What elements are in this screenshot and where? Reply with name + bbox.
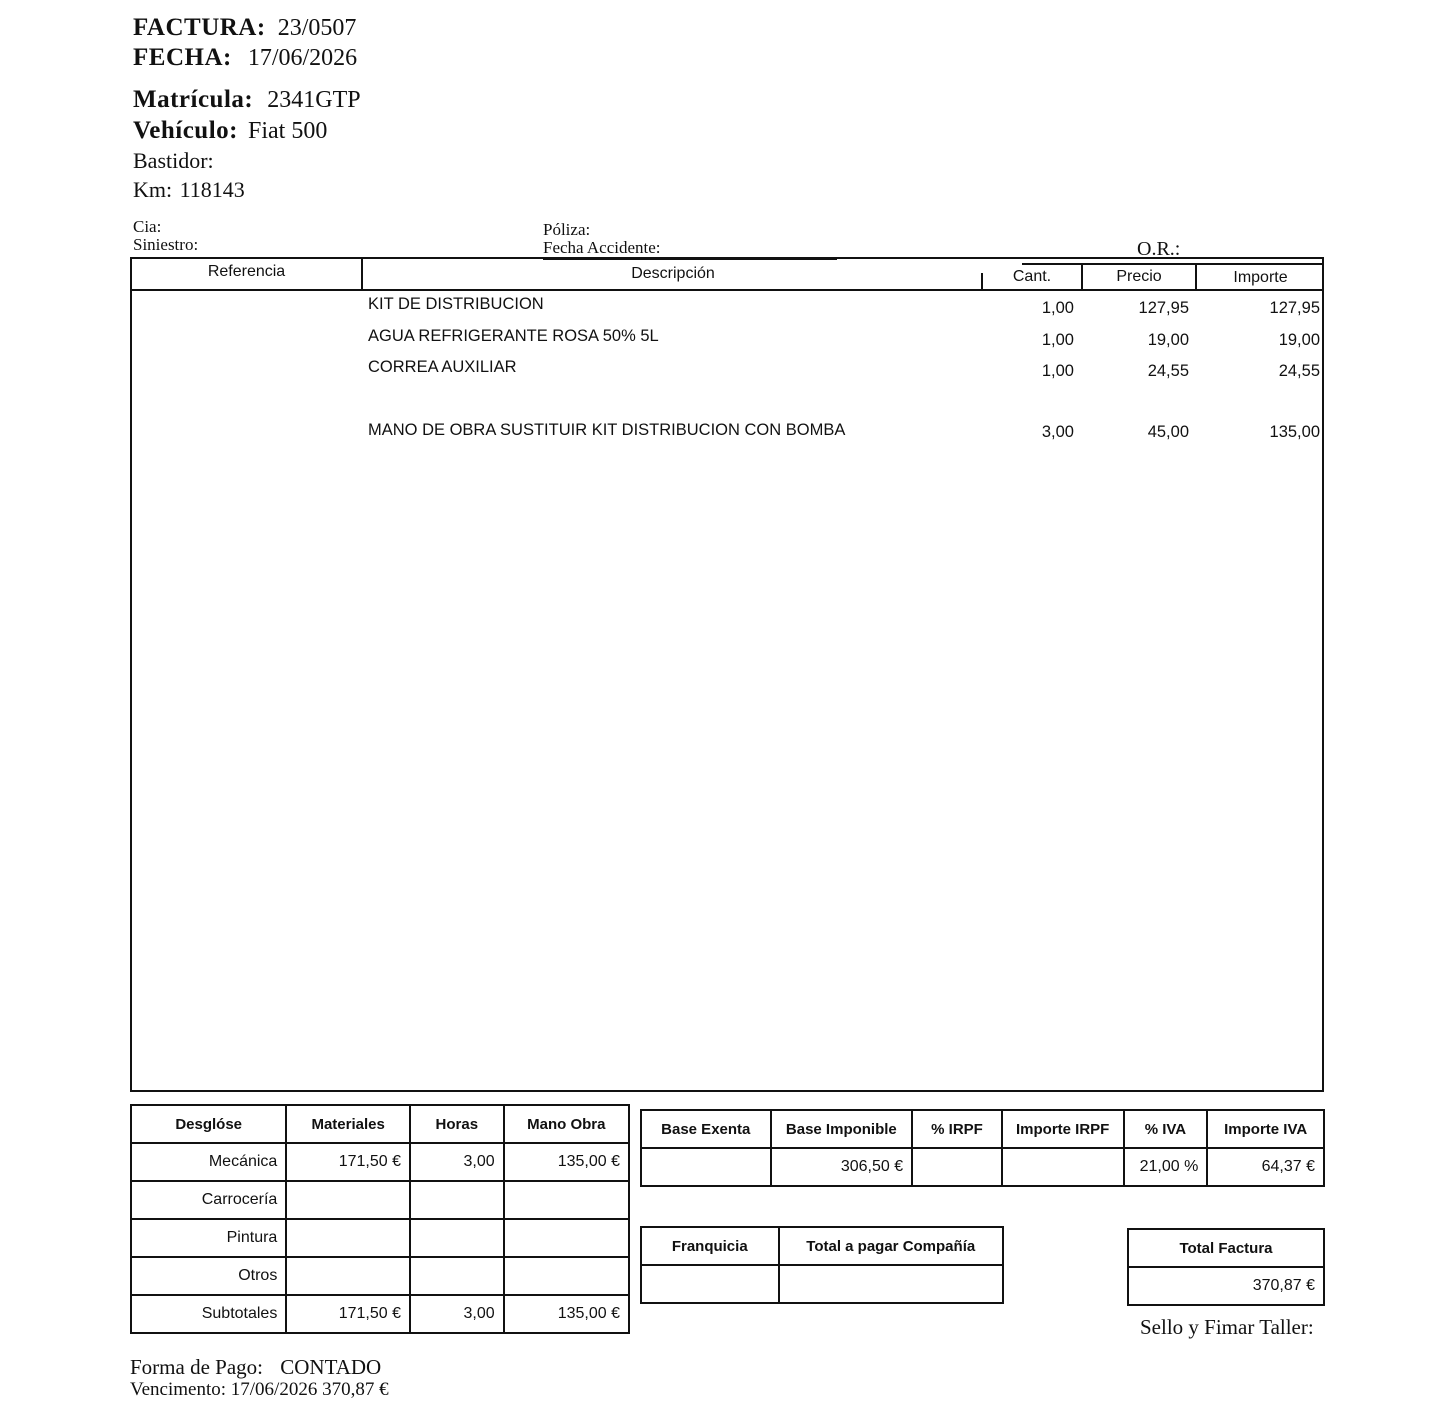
col-header-referencia: Referencia [207,263,286,280]
breakdown-header-desglose: Desglóse [131,1105,286,1143]
item-quantity: 1,00 [1041,331,1074,349]
tax-irpf-amount [1002,1148,1124,1186]
invoice-number-line [133,14,356,42]
breakdown-materiales [286,1219,410,1257]
plate-label: Matrícula: [133,86,254,113]
col-header-cant: Cant. [1012,268,1052,285]
invoice-number-label: FACTURA: [133,14,266,41]
payment-method-label: Forma de Pago: [130,1355,263,1379]
item-amount: 19,00 [1278,331,1320,349]
breakdown-materiales [286,1257,410,1295]
header-top-line-right [1022,263,1324,265]
chassis-label: Bastidor: [133,148,214,173]
vehicle-line [133,117,327,145]
table-row [641,1265,1003,1303]
breakdown-mano-obra: 135,00 € [504,1295,629,1333]
breakdown-mano-obra [504,1181,629,1219]
total-label: Total Factura [1128,1229,1324,1267]
breakdown-header-mano-obra: Mano Obra [504,1105,629,1143]
item-description: KIT DE DISTRIBUCION [368,295,544,313]
breakdown-table [130,1104,630,1334]
tax-header-irpf-amount: Importe IRPF [1002,1110,1124,1148]
breakdown-materiales: 171,50 € [286,1143,410,1181]
km-line [133,177,245,203]
table-row [131,1181,629,1219]
due-date-line: Vencimento: 17/06/2026 370,87 € [130,1379,389,1400]
insurance-total-company [779,1265,1004,1303]
company-label: Cia: [133,217,162,236]
item-quantity: 1,00 [1041,362,1074,380]
claim-label: Siniestro: [133,235,199,254]
item-description: AGUA REFRIGERANTE ROSA 50% 5L [368,327,659,345]
breakdown-horas [410,1257,504,1295]
vehicle-label: Vehículo: [133,117,238,144]
tax-table [640,1109,1325,1187]
col-header-descripcion: Descripción [631,265,715,282]
items-table [130,257,1324,1092]
col-header-precio: Precio [1116,268,1162,285]
breakdown-mano-obra [504,1257,629,1295]
invoice-date-label: FECHA: [133,44,232,71]
breakdown-horas: 3,00 [410,1295,504,1333]
item-price: 19,00 [1147,331,1189,349]
invoice-date-value: 17/06/2026 [247,45,358,71]
signature-label: Sello y Fimar Taller: [1140,1315,1314,1339]
tax-header-iva-rate: % IVA [1124,1110,1208,1148]
breakdown-row-label: Otros [131,1257,286,1295]
payment-method-value: CONTADO [280,1355,382,1379]
km-value: 118143 [179,177,245,202]
table-row [131,1219,629,1257]
tax-iva-rate: 21,00 % [1124,1148,1208,1186]
tax-irpf-rate [912,1148,1002,1186]
table-row [131,1295,629,1333]
breakdown-materiales [286,1181,410,1219]
accident-date-label: Fecha Accidente: [543,238,661,257]
table-row [641,1148,1324,1186]
insurance-franquicia [641,1265,779,1303]
tax-iva-amount: 64,37 € [1207,1148,1324,1186]
breakdown-row-label: Mecánica [131,1143,286,1181]
item-price: 127,95 [1138,299,1189,317]
plate-line [133,86,361,114]
item-price: 24,55 [1147,362,1189,380]
invoice-number-value: 23/0507 [277,15,357,41]
total-value: 370,87 € [1128,1267,1324,1305]
breakdown-horas [410,1181,504,1219]
insurance-header-total-company: Total a pagar Compañía [779,1227,1004,1265]
tax-base-imponible: 306,50 € [771,1148,913,1186]
policy-label: Póliza: [543,220,591,239]
item-quantity: 1,00 [1041,299,1074,317]
tax-header-irpf-rate: % IRPF [912,1110,1002,1148]
plate-value: 2341GTP [267,87,361,113]
breakdown-horas [410,1219,504,1257]
header-bottom-line [132,289,1322,291]
insurance-header-franquicia: Franquicia [641,1227,779,1265]
vehicle-value: Fiat 500 [247,118,328,144]
breakdown-row-label: Carrocería [131,1181,286,1219]
tax-header-base-imponible: Base Imponible [771,1110,913,1148]
col-header-importe: Importe [1233,269,1288,286]
insurance-table [640,1226,1004,1304]
item-price: 45,00 [1147,423,1189,441]
table-row [132,421,1322,445]
breakdown-mano-obra: 135,00 € [504,1143,629,1181]
breakdown-horas: 3,00 [410,1143,504,1181]
breakdown-mano-obra [504,1219,629,1257]
item-amount: 135,00 [1269,423,1320,441]
table-row [132,327,1322,351]
table-row [131,1143,629,1181]
item-amount: 24,55 [1278,362,1320,380]
km-label: Km: [133,177,173,202]
breakdown-row-label: Pintura [131,1219,286,1257]
breakdown-header-horas: Horas [410,1105,504,1143]
payment-method-line [130,1355,381,1380]
table-row [132,358,1322,382]
breakdown-header-materiales: Materiales [286,1105,410,1143]
table-row [131,1257,629,1295]
tax-header-base-exenta: Base Exenta [641,1110,771,1148]
tax-base-exenta [641,1148,771,1186]
invoice-date-line [133,44,357,72]
total-table [1127,1228,1325,1306]
breakdown-materiales: 171,50 € [286,1295,410,1333]
item-description: CORREA AUXILIAR [368,358,517,376]
repair-order-label: O.R.: [1137,238,1181,260]
table-row [132,295,1322,319]
item-description: MANO DE OBRA SUSTITUIR KIT DISTRIBUCION CON BOMBA [368,421,846,439]
item-amount: 127,95 [1269,299,1320,317]
breakdown-row-label: Subtotales [131,1295,286,1333]
item-quantity: 3,00 [1041,423,1074,441]
chassis-line [133,148,214,174]
tax-header-iva-amount: Importe IVA [1207,1110,1324,1148]
